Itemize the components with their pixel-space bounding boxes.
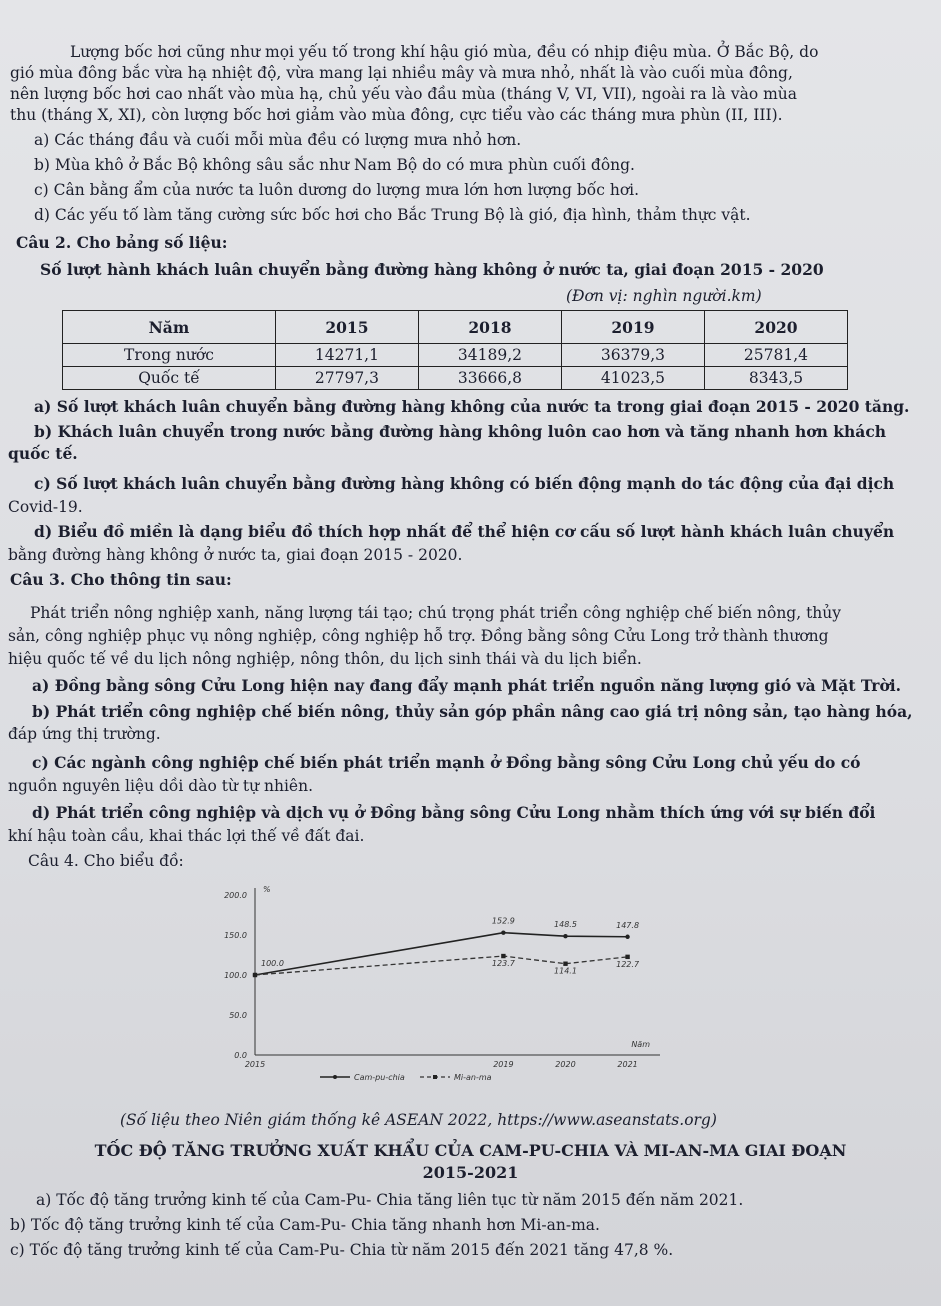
q1-intro-line-1: Lượng bốc hơi cũng như mọi yếu tố trong khí hậu gió mùa, đều có nhịp điệu mùa. Ở Bắc Bộ, do	[70, 43, 819, 61]
q3-option-d-line-1: d) Phát triển công nghiệp và dịch vụ ở Đồng bằng sông Cửu Long nhằm thích ứng với sự biến đổi	[32, 803, 876, 822]
table-cell: 36379,3	[561, 344, 704, 367]
q4-option-c: c) Tốc độ tăng trưởng kinh tế của Cam-Pu- Chia từ năm 2015 đến 2021 tăng 47,8 %.	[10, 1241, 674, 1259]
series-point	[563, 962, 567, 966]
q4-heading: Câu 4. Cho biểu đồ:	[28, 852, 184, 870]
y-tick-label: 0.0	[234, 1051, 247, 1060]
table-header-cell: Năm	[63, 311, 276, 344]
q2-option-b-line-2: quốc tế.	[8, 444, 78, 463]
y-unit-label: %	[263, 885, 271, 894]
table-header-cell: 2018	[418, 311, 561, 344]
q3-option-b-line-1: b) Phát triển công nghiệp chế biến nông, thủy sản góp phần nâng cao giá trị nông sản, tạo hàng hóa,	[32, 702, 913, 721]
q2-option-b-line-1: b) Khách luân chuyển trong nước bằng đường hàng không luôn cao hơn và tăng nhanh hơn khách	[34, 422, 887, 441]
q4-chart-title-line-2: 2015-2021	[422, 1163, 519, 1182]
q2-heading: Câu 2. Cho bảng số liệu:	[16, 233, 228, 252]
y-tick-label: 100.0	[224, 971, 247, 980]
series-point	[625, 955, 629, 959]
legend-label: Cam-pu-chia	[354, 1073, 405, 1082]
series-point	[625, 935, 629, 939]
q2-option-a: a) Số lượt khách luân chuyển bằng đường hàng không của nước ta trong giai đoạn 2015 - 2020 tăng.	[34, 397, 910, 416]
legend-marker	[433, 1075, 437, 1079]
legend-label: Mi-an-ma	[454, 1073, 492, 1082]
x-tick-label: 2019	[493, 1060, 514, 1069]
table-cell: Trong nước	[63, 344, 276, 367]
q2-data-table	[62, 310, 848, 390]
legend-marker	[333, 1075, 337, 1079]
q2-option-c-line-1: c) Số lượt khách luân chuyển bằng đường hàng không có biến động mạnh do tác động của đại dịch	[34, 474, 895, 493]
q4-line-chart	[200, 880, 680, 1090]
q1-option-a: a) Các tháng đầu và cuối mỗi mùa đều có lượng mưa nhỏ hơn.	[34, 131, 522, 149]
q1-intro-line-3: nên lượng bốc hơi cao nhất vào mùa hạ, chủ yếu vào đầu mùa (tháng V, VI, VII), ngoài ra là vào mùa	[10, 85, 797, 103]
data-label: 100.0	[261, 959, 284, 968]
data-label: 148.5	[554, 920, 577, 930]
y-tick-label: 150.0	[224, 931, 247, 940]
table-cell: 41023,5	[561, 367, 704, 390]
q2-option-d-line-1: d) Biểu đồ miền là dạng biểu đồ thích hợp nhất để thể hiện cơ cấu số lượt hành khách luân chuyển	[34, 522, 895, 541]
q4-option-a: a) Tốc độ tăng trưởng kinh tế của Cam-Pu- Chia tăng liên tục từ năm 2015 đến năm 2021.	[36, 1191, 744, 1209]
x-tick-label: 2020	[555, 1060, 576, 1069]
q3-option-c-line-2: nguồn nguyên liệu dồi dào từ tự nhiên.	[8, 777, 313, 795]
table-cell: 25781,4	[704, 344, 847, 367]
q3-option-c-line-1: c) Các ngành công nghiệp chế biến phát triển mạnh ở Đồng bằng sông Cửu Long chủ yếu do có	[32, 753, 861, 772]
table-header-cell: 2019	[561, 311, 704, 344]
q4-option-b: b) Tốc độ tăng trưởng kinh tế của Cam-Pu- Chia tăng nhanh hơn Mi-an-ma.	[10, 1216, 600, 1234]
q3-option-d-line-2: khí hậu toàn cầu, khai thác lợi thế về đất đai.	[8, 827, 365, 845]
x-tick-label: 2021	[617, 1060, 638, 1069]
table-header-row	[63, 311, 848, 344]
q3-option-b-line-2: đáp ứng thị trường.	[8, 725, 161, 743]
y-tick-label: 200.0	[224, 891, 247, 900]
q4-chart-title-line-1: TỐC ĐỘ TĂNG TRƯỞNG XUẤT KHẨU CỦA CAM-PU-CHIA VÀ MI-AN-MA GIAI ĐOẠN	[94, 1141, 847, 1160]
data-label: 122.7	[616, 959, 640, 969]
q2-option-c-line-2: Covid-19.	[8, 498, 83, 516]
series-point	[501, 954, 505, 958]
y-tick-label: 50.0	[229, 1011, 247, 1020]
table-cell: 33666,8	[418, 367, 561, 390]
q3-intro-line-3: hiệu quốc tế về du lịch nông nghiệp, nông thôn, du lịch sinh thái và du lịch biển.	[8, 650, 642, 668]
q3-option-a: a) Đồng bằng sông Cửu Long hiện nay đang đẩy mạnh phát triển nguồn năng lượng gió và Mặt Trời.	[32, 676, 902, 695]
series-point	[501, 930, 505, 934]
q1-intro-line-4: thu (tháng X, XI), còn lượng bốc hơi giảm vào mùa đông, cực tiểu vào các tháng mưa phùn (II, III).	[10, 106, 783, 124]
q4-source: (Số liệu theo Niên giám thống kê ASEAN 2022, https://www.aseanstats.org)	[120, 1111, 717, 1129]
data-label: 147.8	[616, 920, 640, 930]
q2-option-d-line-2: bằng đường hàng không ở nước ta, giai đoạn 2015 - 2020.	[8, 546, 463, 564]
q3-intro-line-2: sản, công nghiệp phục vụ nông nghiệp, công nghiệp hỗ trợ. Đồng bằng sông Cửu Long trở thành thương	[8, 627, 829, 645]
data-label: 114.1	[554, 966, 577, 976]
data-label: 123.7	[491, 959, 515, 969]
table-cell: Quốc tế	[63, 367, 276, 390]
table-row	[63, 367, 848, 390]
data-label: 152.9	[491, 916, 515, 926]
series-point	[563, 934, 567, 938]
q1-option-b: b) Mùa khô ở Bắc Bộ không sâu sắc như Nam Bộ do có mưa phùn cuối đông.	[34, 156, 635, 174]
q1-option-c: c) Cân bằng ẩm của nước ta luôn dương do lượng mưa lớn hơn lượng bốc hơi.	[34, 181, 640, 199]
table-cell: 27797,3	[275, 367, 418, 390]
table-cell: 8343,5	[704, 367, 847, 390]
q3-intro-line-1: Phát triển nông nghiệp xanh, năng lượng tái tạo; chú trọng phát triển công nghiệp chế biến nông, thủy	[30, 604, 842, 622]
x-tick-label: 2015	[244, 1060, 266, 1069]
q1-option-d: d) Các yếu tố làm tăng cường sức bốc hơi cho Bắc Trung Bộ là gió, địa hình, thảm thực vật.	[34, 206, 751, 224]
table-header-cell: 2020	[704, 311, 847, 344]
q2-table-title: Số lượt hành khách luân chuyển bằng đường hàng không ở nước ta, giai đoạn 2015 - 2020	[40, 260, 824, 279]
series-point	[253, 973, 257, 977]
table-row	[63, 344, 848, 367]
x-unit-label: Năm	[631, 1040, 650, 1049]
table-cell: 34189,2	[418, 344, 561, 367]
table-cell: 14271,1	[275, 344, 418, 367]
q1-intro-line-2: gió mùa đông bắc vừa hạ nhiệt độ, vừa mang lại nhiều mây và mưa nhỏ, nhất là vào cuối mùa đông,	[10, 64, 793, 82]
table-header-cell: 2015	[275, 311, 418, 344]
q3-heading: Câu 3. Cho thông tin sau:	[10, 570, 232, 589]
q2-unit: (Đơn vị: nghìn người.km)	[566, 287, 762, 305]
